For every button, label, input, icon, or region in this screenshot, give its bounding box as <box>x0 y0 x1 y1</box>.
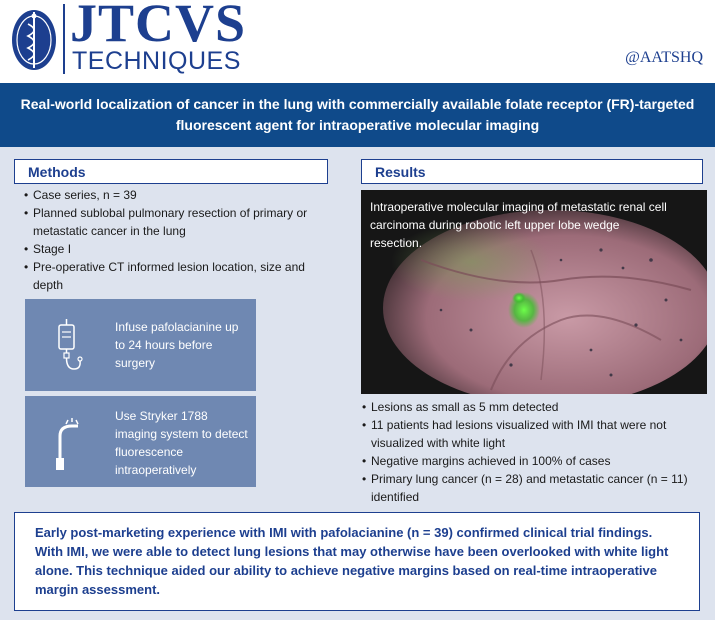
abstract-title: Real-world localization of cancer in the lung with commercially available folate receptor (FR)-targeted fluorescent agent for intraoperative molecular imaging <box>20 96 695 133</box>
conclusion-box: Early post-marketing experience with IMI with pafolacianine (n = 39) confirmed clinical trial findings. With IMI, we were able to detect lung lesions that may otherwise have been overlooked with white light alone. This technique aided our ability to achieve negative margins based on real-time intraoperative margin assessment. <box>14 512 700 611</box>
list-item: • Stage I <box>24 240 324 258</box>
social-handle[interactable]: @AATSHQ <box>625 49 703 66</box>
list-item: • 11 patients had lesions visualized with IMI that were not visualized with white light <box>362 416 692 452</box>
list-item: • Primary lung cancer (n = 28) and metastatic cancer (n = 11) identified <box>362 470 692 506</box>
results-list <box>362 398 692 506</box>
title-bar <box>0 83 715 147</box>
list-item: • Case series, n = 39 <box>24 186 324 204</box>
list-item: • Planned sublobal pulmonary resection of primary or metastatic cancer in the lung <box>24 204 324 240</box>
imaging-scope-icon <box>50 412 88 472</box>
image-caption: Intraoperative molecular imaging of metastatic renal cell carcinoma during robotic left upper lobe wedge resection. <box>370 200 667 250</box>
list-item: • Pre-operative CT informed lesion location, size and depth <box>24 258 324 294</box>
step-text: Infuse pafolacianine up to 24 hours before surgery <box>115 320 239 370</box>
step-infuse <box>25 299 256 391</box>
header <box>0 0 715 82</box>
methods-heading: Methods <box>14 159 328 184</box>
intraoperative-image <box>361 190 707 394</box>
list-item: • Lesions as small as 5 mm detected <box>362 398 692 416</box>
logo-divider <box>63 4 65 74</box>
results-heading: Results <box>361 159 703 184</box>
list-item: • Negative margins achieved in 100% of cases <box>362 452 692 470</box>
journal-logo-sub: TECHNIQUES <box>72 47 241 75</box>
step-imaging <box>25 396 256 487</box>
journal-logo-main: JTCVS <box>70 0 247 53</box>
aats-seal-logo-icon <box>10 4 58 74</box>
iv-bag-icon <box>50 315 88 375</box>
methods-list <box>24 186 324 294</box>
step-text: Use Stryker 1788 imaging system to detect fluorescence intraoperatively <box>115 409 248 477</box>
